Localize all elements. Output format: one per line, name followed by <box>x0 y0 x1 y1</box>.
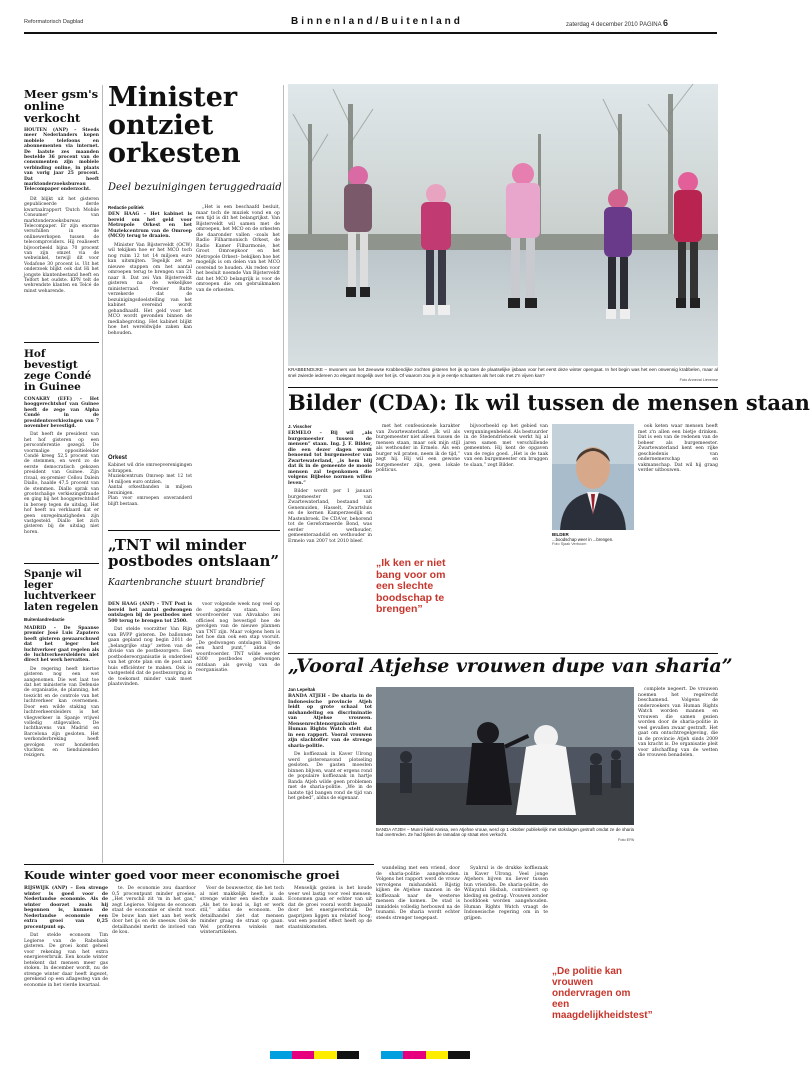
bilder-photo-caption: BILDER <box>552 532 569 537</box>
header-rule <box>24 32 717 34</box>
header-date-box <box>566 18 668 28</box>
sidebar-spanje <box>24 569 99 861</box>
bilder-col2 <box>376 424 460 653</box>
tnt-col2-text: voor volgende week nog veel op de agenda staan. Een woordvoerder van Abvakabo zei officieel nog bevestigd hoe de gevolgen van de nieuwe plannen van TNT zijn. Maar volgens hem is het hoe dan ook een stap vooruit. „De gedwongen ontslagen blijven een hard punt,” aldus de woordvoerder. TNT wilde eerder 4300 postbodes gedwongen ontslaan als gevolg van de reorganisatie. <box>196 602 280 673</box>
atjeh-col1 <box>288 694 372 864</box>
spanje-title: Spanje wil leger luchtverkeer laten regelen <box>24 569 99 613</box>
spanje-byline: Buitenlandredactie <box>24 617 65 622</box>
orkest-divider <box>108 530 280 531</box>
koude-top-rule <box>24 864 374 865</box>
atjeh-col4 <box>638 687 718 1027</box>
atjeh-photo-caption: BANDA ATJEH – Munni hield Annisa, een Atjehse vrouw, werd op 1 oktober publiekelijk met stokslagen gestraft omdat ze de sharia had overtreden. Ze had tijdens de ramadan op straat eten verkocht. <box>376 827 634 838</box>
atjeh-col4-text: complete negeert. De vrouwen noemen het regelrecht beschamend. Volgens de onderzoekers van Human Rights Watch worden mannen en vrouwen die samen gezien worden door de sharia-politie in veel gevallen zwaar gestraft. Het gaat om ontuchtregelgeving, die in de provincie Atjeh sinds 2009 van kracht is. De organisatie pleit voor afschaffing van de wetten die vrouwen benadelen. <box>638 687 718 758</box>
sidebar-divider-1 <box>24 342 99 343</box>
bilder-portrait <box>552 424 634 530</box>
atjeh-col3 <box>464 866 548 958</box>
tnt-col2 <box>196 602 280 862</box>
orkest-col2-text: „Het is een beschaafd besluit, maar toch de muziek vond en op een tijd is dit het belangrijkst. Van Bijsterveldt wil samen met de omroepen, het MCO en de orkesten die daaronder vallen –zoals het Radio Filharmonisch Orkest, de Radio Kamer Filharmonie, het Groot Omroepkoor en het Metropole Orkest– bekijken hoe het mogelijk is om delen van het MCO overeind te houden. Als reden voor het besluit noemde Van Bijsterveldt dat het MCO belangrijk is voor de omroepen die om gebruikmaken van de orkesten. <box>196 205 280 293</box>
bilder-quote: „Ik ken er niet bang voor om een slechte boodschap te brengen” <box>376 557 446 615</box>
orkest-title: Minister ontziet orkesten <box>108 82 241 169</box>
header-section: Binnenland/Buitenland <box>291 16 463 27</box>
koude-col1-text: Dat stelde econoom Tim Legierse van de Rabobank gisteren. De groei komt geheel voor rekening van het extra energieverbruik. Een koude winter betekent dat mensen meer gas stoken. In december wordt, nu de strenge winter daar heeft ingezet, gerekend op een aflagesteg van de economie in het vierde kwartaal. <box>24 933 108 988</box>
koude-col3-text: Voor de bouwsector, die het toch al niet makkelijk heeft, is de strenge winter een slechte zaak. „Als het te koud is, ligt er werk stil,” aldus de econoom. De detailhandel ziet dat mensen minder graag de straat op gaan. Wel profiteren winkels met winterartikelen. <box>200 886 284 935</box>
orkest-lead: DEN HAAG – Het kabinet is bereid om het geld voor Metropole Orkest en het Muziekcentrum van de Omroep (MCO) terug te draaien. <box>108 212 192 239</box>
bilder-byline: J. Visscher <box>288 424 312 429</box>
guinee-lead: CONAKRY (EFE) – Het hooggerechtshof van Guinee heeft de zege van Alpha Condé in de presidentsverkiezingen van 7 november bevestigd. <box>24 397 99 430</box>
koude-col4 <box>288 886 372 1046</box>
bilder-top-rule <box>288 387 718 388</box>
skating-photo <box>288 84 718 366</box>
header-publisher: Reformatorisch Dagblad <box>24 19 84 25</box>
koude-col2-text: te. De economie zou daardoor 0,5 procentpunt minder groeien. „Het verschil zit 'm in het gas,” zegt Legierse. Volgens de econoom staat de economie er slecht voor. De bouw kan niet aan het werk door het ijs en de sneeuw. Ook de detailhandel merkt de invloed van de kou. <box>112 886 196 935</box>
header-page-number: 6 <box>662 18 668 28</box>
atjeh-photo-image <box>376 687 634 825</box>
bilder-col2-text: met het confessionele karakter van Zwartewaterland. „Ik wil als burgemeester niet alleen tussen de mensen staan, maar ook mijn stijl als wethouder in Ermelo. Als een burger wil praten, neem ik de tijd,” zegt hij. Hij wil een gewone burgemeester zijn, geen lokale politicus. <box>376 424 460 473</box>
atjeh-col1-text: De koffiezaak in Kaver Ulrong werd gisterenavond plotseling gesloten. De gasten moesten binnen blijven, want er ergens rond de populaire koffiezaak in hartje Banda Atjeh wilde geen problemen met de sharia-politie. „We in de laatste tijd bangen rond de tijd van het gebed”, aldus de eigenaar. <box>288 752 372 801</box>
skating-caption: KRABBENDIJKE – Inwoners van het Zeeuwse Krabbendijke zochten gisteren het ijs op toen de plaatselijke ijsbaan voor het eerst deze winter opengaat. In het begin was het een onwennig krabbelen, maar al snel zwierde iedereen zo elegant mogelijk over het ijs. Of waarom zou je in je eentje schaatsen als het ook met z'n vijven kan? <box>288 367 718 378</box>
tnt-title: „TNT wil minder postbodes ontslaan” <box>108 536 280 570</box>
skating-photo-image <box>288 84 718 366</box>
gsm-lead: HOUTEN (ANP) – Steeds meer Nederlanders kopen mobiele telefoons en abonnementen via internet. De laatste zes maanden bestelde 36 procent van de consumenten zijn mobiele verbinding online, in plaats van vorig jaar 25 procent. Dat heeft marktonderzoeksbureau Telecompaper onderzocht. <box>24 128 99 193</box>
atjeh-caption-box <box>376 827 634 842</box>
header-page-label: PAGINA <box>639 22 662 28</box>
atjeh-title: „Vooral Atjehse vrouwen dupe van sharia” <box>288 655 733 677</box>
atjeh-byline: Jan Lepeltak <box>288 687 316 692</box>
orkest-col2 <box>196 205 280 453</box>
bilder-col1 <box>288 431 372 653</box>
koude-col1 <box>24 886 108 1046</box>
atjeh-col2 <box>376 866 460 1026</box>
bilder-col4 <box>638 424 718 653</box>
bilder-photo-caption-box <box>552 532 634 546</box>
tnt-col1 <box>108 602 192 862</box>
spanje-body: De regering heeft hiertoe gisteren nog een wet aangenomen. Die wet laat toe dat het ministerie van Defensie de organisatie, de planning, het toezicht en de controle van het luchtverkeer kan overnemen. Door een wilde staking van luchtverkeersleiders is het vliegverkeer in Spanje vrijwel volledig stilgevallen. De luchthavens van Madrid en Barcelona zijn gesloten. Het werkonderbreking heeft gevolgen voor honderden vluchten en tienduizenden reizigers. <box>24 666 99 759</box>
bilder-col3 <box>464 424 548 653</box>
koude-col3 <box>200 886 284 1046</box>
orkest-box-item: Aantal orkestbanden in miljoen bezuinigen. <box>108 485 192 496</box>
atjeh-lead: BANDA ATJEH – De sharia in de Indonesische provincie Atjeh leidt op grote schaal tot mishandeling en discriminatie van Atjehse vrouwen. Mensenrechtenorganisatie Human Rights Watch stelt dat in een rapport. Vooral vrouwen zijn slachtoffer van de strenge sharia-politie. <box>288 694 372 749</box>
tnt-lead: DEN HAAG (ANP) – TNT Post is bereid het aantal gedwongen ontslagen bij de postbodes met 500 terug te brengen tot 2500. <box>108 602 192 624</box>
bilder-photo-credit: Foto Sjaak Verboom <box>552 542 587 546</box>
koude-col4-text: Menselijk gezien is het koude weer wel lastig voor veel mensen. Economen gaan er echter van uit dat de groei vooral wordt bepaald door het energieverbruik. De gasprijzen liggen nu relatief hoog, wat een positief effect heeft op de staatsinkomsten. <box>288 886 372 930</box>
main-vrule <box>283 85 284 863</box>
spanje-lead: MADRID – De Spaanse premier José Luis Zapatero heeft gisteren gewaarschuwd dat het leger het luchtverkeer gaat regelen als de luchtverkeersleiders niet direct het werk hervatten. <box>24 626 99 664</box>
tnt-col1-text: Dat stelde voorzitter Van Rijn van BVPP gisteren. De ballonnen gaan gepland nog begin 2011 de „belangrijke stap” zetten van de divisie van de postbezorgers. Een postbodereorganisatie is onderdeel van het grote plan om de post aan huis efficiënter te maken. Ook is vastgesteld dat de postbezorging in de toekomst minder vaak moet plaatsvinden. <box>108 627 192 687</box>
koude-col2 <box>112 886 196 1046</box>
atjeh-col2-text: wandeling met een vriend, door de sharia-politie aangehouden. Volgens het rapport werd de vrouw vervolgens mishandeld. Rijstig kijken de Atjehse mannen in de koffiezaak naar de westerse mensen die komen. De stad is inmiddels volledig herbouwd na de tsunami. De sharia wordt echter steeds strenger toegepast. <box>376 866 460 921</box>
sidebar-gsm <box>24 88 99 338</box>
orkest-box-title: Orkest <box>108 455 128 461</box>
atjeh-col3-text: Syahrul is de drukke koffiezaak in Kaver Ulrong. Veel jonge Atjehers bijven nu liever tussen hun vrienden. De sharia-politie, de Wilayatul Hisbah, controleert op kleding en gedrag. Vrouwen zonder hoofddoek worden aangehouden. Human Rights Watch vraagt de Indonesische regering om in te grijpen. <box>464 866 548 921</box>
orkest-byline: Redactie politiek <box>108 205 144 210</box>
bilder-title: Bilder (CDA): Ik wil tussen de mensen staan <box>288 390 810 415</box>
bilder-col3-text: bijvoorbeeld op het gebied van vergunningenbeleid. Als bestuurder in de Stedendriehoek werkt hij al jaren samen met verschillende gemeenten. Hij kent de opgaven van de regio goed. „Het is de taak van een burgemeester om bruggen te slaan,” zegt Bilder. <box>464 424 548 468</box>
orkest-box-item: Plan voor omroepen onveranderd blijft bestaan. <box>108 496 192 507</box>
orkest-subtitle: Deel bezuinigingen teruggedraaid <box>108 182 282 193</box>
skating-caption-box <box>288 367 718 382</box>
bilder-col1-text: Bilder wordt per 1 januari burgemeester van Zwartewaterland, bestaand uit Genemuiden, Hasselt, Zwartsluis en de kernen Kamperzeedijk en Mastenbroek. De CDA'er, behorend tot de Gereformeerde Bond, was eerder wethouder, gemeenteraadslid en wethouder in Ermelo van 2007 tot 2010 bleef. <box>288 489 372 544</box>
guinee-body: Dat heeft de president van het hof gisteren op een persconferentie gezegd. De voormalige oppositieleider Condé kreeg 52,5 procent van de stemmen, en werd zo de eerste democratisch gekozen president van Guinee. Zijn rivaal, ex-premier Cellou Dalein Diallo, haalde 47,5 procent van de stemmen. Diallo sprak van grootschalige verkiezingsfraude en ging bij het hooggerechtshof in beroep tegen de uitslag. Het hof heeft nu verklaard dat er geen onregelmatigheden zijn vastgesteld. Diallo liet zich gisteren bij de uitslag niet horen. <box>24 432 99 535</box>
atjeh-quote: „De politie kan vrouwen ondervragen om een maagdelijkheidstest” <box>552 966 653 1021</box>
orkest-box-item: Muziekcentrum Omroep met 12 tot 14 miljoen euro ontzien. <box>108 474 192 485</box>
orkest-factbox <box>108 455 192 505</box>
header-date: zaterdag 4 december 2010 <box>566 22 638 28</box>
sidebar-divider-2 <box>24 563 99 564</box>
skating-credit: Foto Anneval Lievense <box>679 378 718 383</box>
bilder-lead: ERMELO – Bij wil „als burgemeester tussen de mensen” staan. Ing. J. F. Bilder, die een dezer dagen wordt benoemd tot burgemeester van Zwartewaterland, „is hem blij dat ik in de gemeente de mooie mensen zal tegenkomen die volgens Bijbelse normen willen leven.” <box>288 431 372 486</box>
bilder-col4-text: ook keten waar mensen heeft met z'n allen een bietje drinken. Dat is een van de redenen van de beheer als burgemeester. Zwartewaterland kent een rijke geschiedenis van ondernemerschap en vakmanschap. Dat wil hij graag verder uitbouwen. <box>638 424 718 473</box>
orkest-col1-text: Minister Van Bijsterveldt (OCW) wil tekijken hoe er het MCO toch nog ruim 12 tot 14 miljoen euro kan uitsmijten. Tegelijk zet ze nieuwe stappen om het aantal omroepen terug te brengen van 21 naar 8. Dat zei Van Bijsterveldt gisteren na de wekelijkse ministerraad. Premier Rutte verzekerde dat de bezuinigingsdoelstelling van het kabinet overeind wordt gehandhaafd. Het geld voor het MCO wordt gevonden binnen de mediabegroting. Het kabinet blijkt hoe het wereldwijde zaken kan behouden. <box>108 242 192 336</box>
atjeh-top-rule <box>288 653 718 654</box>
print-color-bar <box>270 1051 470 1059</box>
orkest-box-item: Kabinet wil drie omroepverenigingen schrappen. <box>108 463 192 474</box>
guinee-title: Hof bevestigt zege Condé in Guinee <box>24 348 92 393</box>
bilder-photo <box>552 424 634 530</box>
koude-lead: RIJSWIJK (ANP) – Een strenge winter is goed voor de Nederlandse economie. Als de winter doorzet zoals hij begonnen is, kunnen de Nederlandse economie een extra groei van 0,25 procentpunt op. <box>24 886 108 930</box>
sidebar-vrule <box>102 85 103 863</box>
atjeh-photo-credit: Foto EPA <box>618 837 634 842</box>
gsm-title: Meer gsm's online verkocht <box>24 87 99 125</box>
gsm-body: Dit blijkt uit het gisteren gepubliceerde derde kwartaalrapport 'Dutch Mobile Consumer' van marktonderzoeksbureau Telecompaper. Er zijn enorme verschillen in de onlinewerkopen tussen de telecomproviders. Hij realiseert bijvoorbeeld bijna 70 procent van zijn omzet via de webwinkel, terwijl dit voor Vodafone 30 procent is. Uit het onderzoek blijkt ook dat Hi het jongste klantenbestand heeft en Telfort het oudste. KPN telt de wehrendste klanten en Telcé de minst weharende. <box>24 196 99 294</box>
tnt-subtitle: Kaartenbranche stuurt brandbrief <box>108 578 264 588</box>
atjeh-photo <box>376 687 634 825</box>
orkest-col1 <box>108 212 192 454</box>
sidebar-guinee <box>24 349 99 561</box>
koude-title: Koude winter goed voor meer economische groei <box>24 868 340 882</box>
bilder-photo-subcaption: ...boodschap weer in ...brengen. <box>552 537 614 542</box>
